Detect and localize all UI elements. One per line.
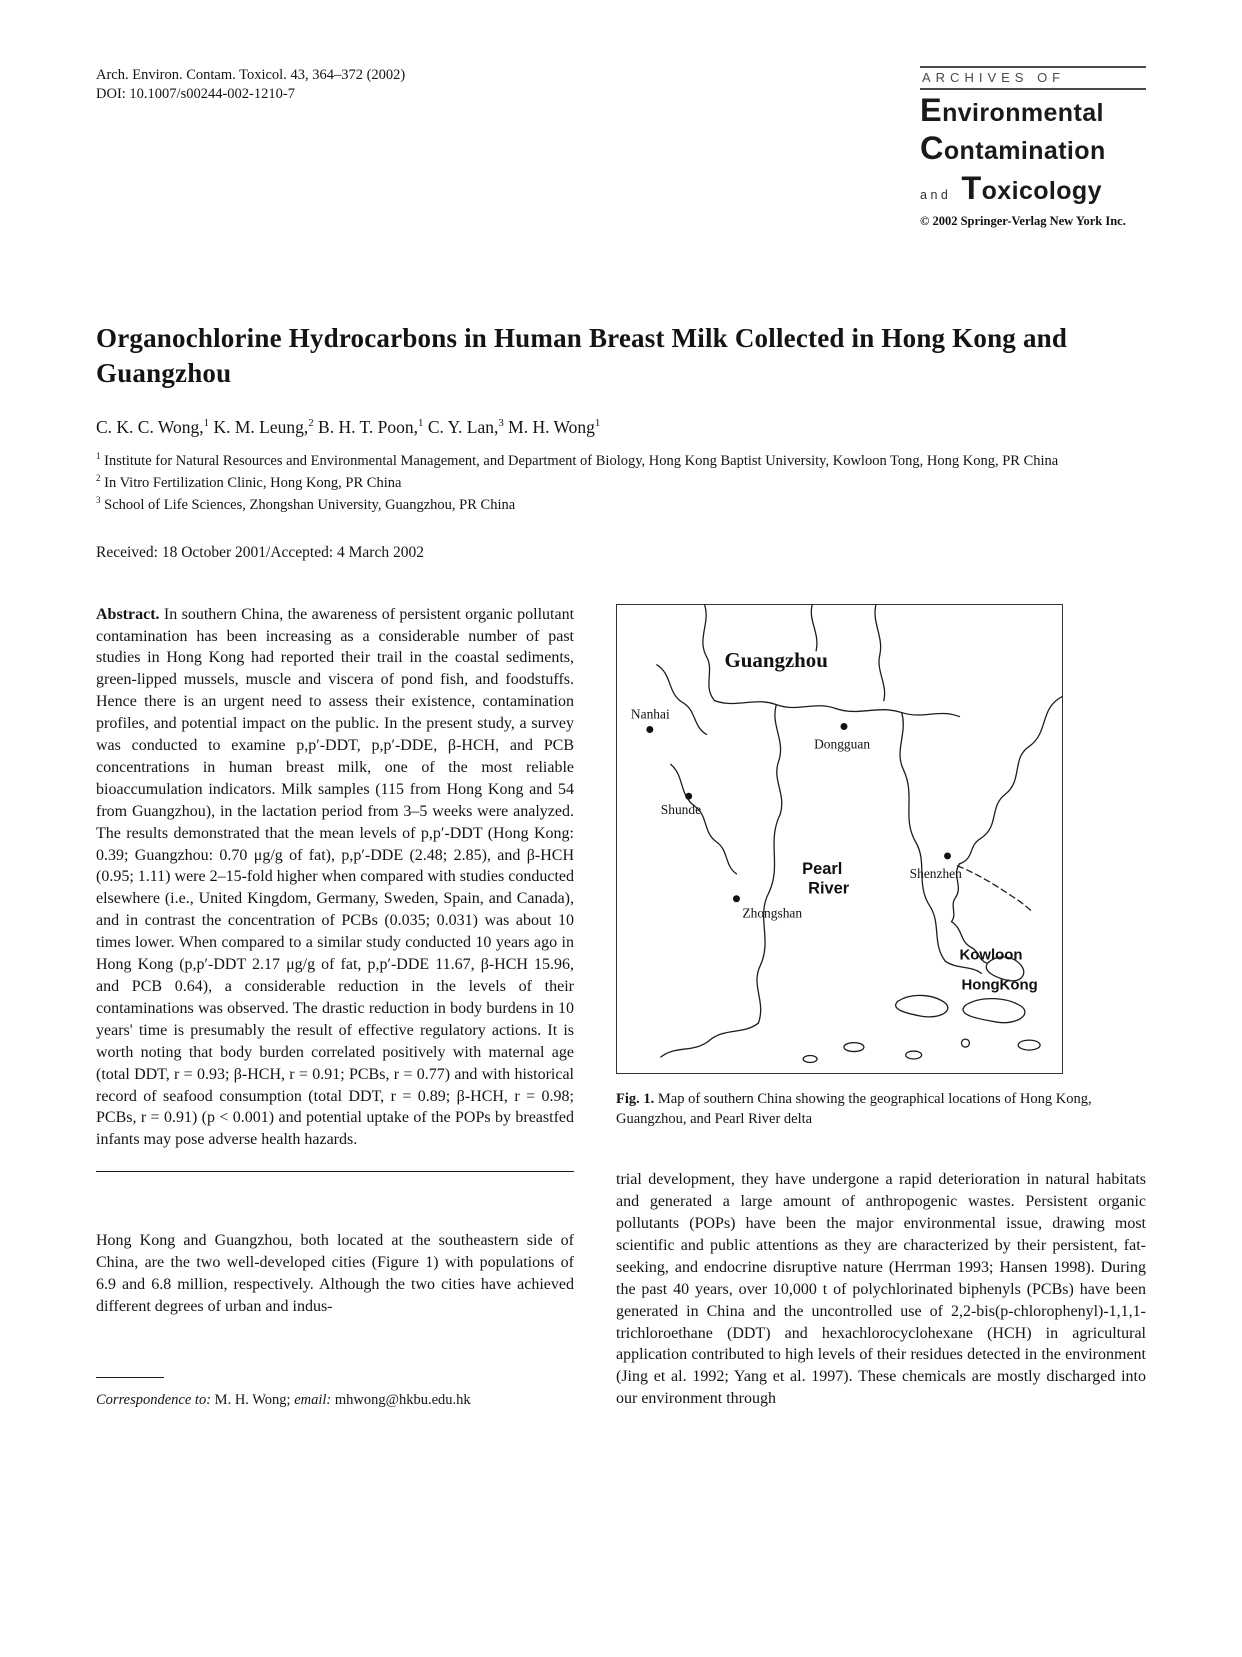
logo-copyright: © 2002 Springer-Verlag New York Inc. — [920, 214, 1126, 229]
page-header — [96, 66, 1146, 229]
map-labels — [631, 647, 1038, 993]
figure-caption-label: Fig. 1. — [616, 1090, 655, 1107]
intro-paragraph: Hong Kong and Guangzhou, both located at the southeastern side of China, are the two well-developed cities (Figure 1) with populations of 6.9 and 6.8 million, respectively. Although the two cities have achieved different degrees of urban and indus- — [96, 1232, 574, 1315]
journal-logo — [920, 66, 1146, 229]
correspondence-name: M. H. Wong; — [214, 1391, 291, 1408]
map-label-pearl: Pearl — [802, 859, 843, 878]
map-coastline — [657, 605, 1062, 1062]
city-dot-nanhai — [646, 726, 653, 733]
section-divider — [96, 1171, 574, 1172]
map-label-hongkong: HongKong — [961, 975, 1038, 993]
left-column — [96, 604, 574, 1411]
figure-caption — [616, 1089, 1146, 1130]
map-label-river: River — [808, 879, 850, 898]
map-label-dongguan: Dongguan — [814, 736, 871, 752]
correspondence-note — [96, 1377, 574, 1411]
affiliation: $^1$ Institute for Natural Resources and Environmental Management, and Department of Biology, Hong Kong Baptist University, Kowloon Tong, Hong Kong, PR China — [96, 451, 1059, 470]
logo-environmental: Environmental — [920, 92, 1104, 128]
logo-toxicology: Toxicology — [961, 169, 1102, 206]
affiliations — [96, 451, 1146, 516]
affiliation: $^2$ In Vitro Fertilization Clinic, Hong Kong, PR China — [96, 473, 402, 492]
map-label-nanhai: Nanhai — [630, 706, 670, 722]
journal-doi: DOI: 10.1007/s00244-002-1210-7 — [96, 86, 295, 103]
correspondence-email: mhwong@hkbu.edu.hk — [334, 1391, 471, 1408]
logo-and: and — [920, 187, 952, 202]
correspondence-label: Correspondence to: — [96, 1391, 212, 1408]
two-column-body — [96, 604, 1146, 1411]
logo-contamination: Contamination — [920, 130, 1106, 167]
figure-caption-text: Map of southern China showing the geographical locations of Hong Kong, Guangzhou, and Pearl River delta — [616, 1090, 1092, 1127]
map-label-kowloon: Kowloon — [959, 946, 1023, 964]
map-label-shunde: Shunde — [660, 801, 702, 817]
footnote-rule — [96, 1377, 164, 1378]
abstract-label: Abstract. — [96, 605, 160, 623]
city-dot-dongguan — [840, 723, 847, 730]
title-block — [96, 321, 1146, 561]
email-label: email: — [294, 1391, 332, 1408]
logo-archives-of: ARCHIVES OF — [920, 66, 1146, 90]
city-dot-shunde — [685, 792, 692, 799]
abstract-text: In southern China, the awareness of persistent organic pollutant contamination has been increasing as a considerable number of past studies in Hong Kong had reported their trail in the coastal sediments, green-lipped mussels, muscle and viscera of pond fish, and foodstuffs. Hence there is an urgent need to assess their existence, contamination profiles, and potential impact on the public. In the present study, a survey was conducted to examine p,p′-DDT, p,p′-DDE, β-HCH, and PCB concentrations in human breast milk, one of the most reliable bioaccumulation indicators. Milk samples (115 from Hong Kong and 54 from Guangzhou), in the lactation period from 3–5 weeks were analyzed. The results demonstrated that the mean levels of p,p′-DDT (Hong Kong: 0.39; Guangzhou: 0.70 μg/g of fat), p,p′-DDE (2.48; 2.85), and β-HCH (0.95; 1.11) were 2–15-fold higher when compared with studies conducted elsewhere (i.e., United Kingdom, Germany, Sweden, Spain, and Canada), and in contrast the concentration of PCBs (0.035; 0.031) was about 10 times lower. When compared to a similar study conducted 10 years ago in Hong Kong (p,p′-DDT 2.17 μg/g of fat, p,p′-DDE 11.67, β-HCH 15.96, and PCB 0.64), a considerable reduction in the levels of their contaminations was observed. The drastic reduction in body burdens in 10 years' time is presumably the result of effective regulatory actions. It is worth noting that body burden correlated positively with maternal age (total DDT, r = 0.93; β-HCH, r = 0.91; PCBs, r = 0.77) and with historical record of seafood consumption (total DDT, r = 0.89; β-HCH, r = 0.98; PCBs, r = 0.91) (p < 0.001) and potential uptake of the POPs by breastfed infants may pose adverse health hazards. — [96, 605, 575, 1149]
map-figure — [616, 604, 1063, 1074]
map-label-zhongshan: Zhongshan — [742, 905, 803, 921]
journal-reference: Arch. Environ. Contam. Toxicol. 43, 364–372 (2002) — [96, 67, 406, 83]
affiliation: $^3$ School of Life Sciences, Zhongshan University, Guangzhou, PR China — [96, 495, 516, 513]
map-label-guangzhou: Guangzhou — [724, 647, 828, 672]
figure-1 — [616, 604, 1146, 1130]
abstract — [96, 604, 574, 1152]
authors-line: C. K. C. Wong,$^1$ K. M. Leung,$^2$ B. H. T. Poon,$^1$ C. Y. Lan,$^3$ M. H. Wong$^1$ — [96, 417, 601, 438]
city-dot-shenzhen — [944, 852, 951, 859]
body-paragraph: trial development, they have undergone a rapid deterioration in natural habitats and generated a large amount of anthropogenic wastes. Persistent organic pollutants (POPs) have been the major environmental issue, drawing most scientific and public attentions as they are characterized by their persistent, fat-seeking, and endocrine disruptive nature (Herrman 1993; Hansen 1998). During the past 40 years, over 10,000 t of polychlorinated biphenyls (PCBs) have been generated in China and the uncontrolled use of 2,2-bis(p-chlorophenyl)-1,1,1-trichloroethane (DDT) and hexachlorocyclohexane (HCH) in agricultural application contributed to high levels of their residues detected in the environment (Jing et al. 1992; Yang et al. 1997). These chemicals are mostly discharged into our environment through — [616, 1171, 1146, 1408]
city-dot-zhongshan — [733, 895, 740, 902]
right-column — [616, 604, 1146, 1411]
page-title: Organochlorine Hydrocarbons in Human Breast Milk Collected in Hong Kong and Guangzhou — [96, 323, 1068, 389]
map-label-shenzhen: Shenzhen — [909, 865, 962, 881]
logo-and-toxicology — [920, 168, 1146, 206]
received-line: Received: 18 October 2001/Accepted: 4 March 2002 — [96, 543, 424, 561]
journal-info — [96, 66, 405, 104]
